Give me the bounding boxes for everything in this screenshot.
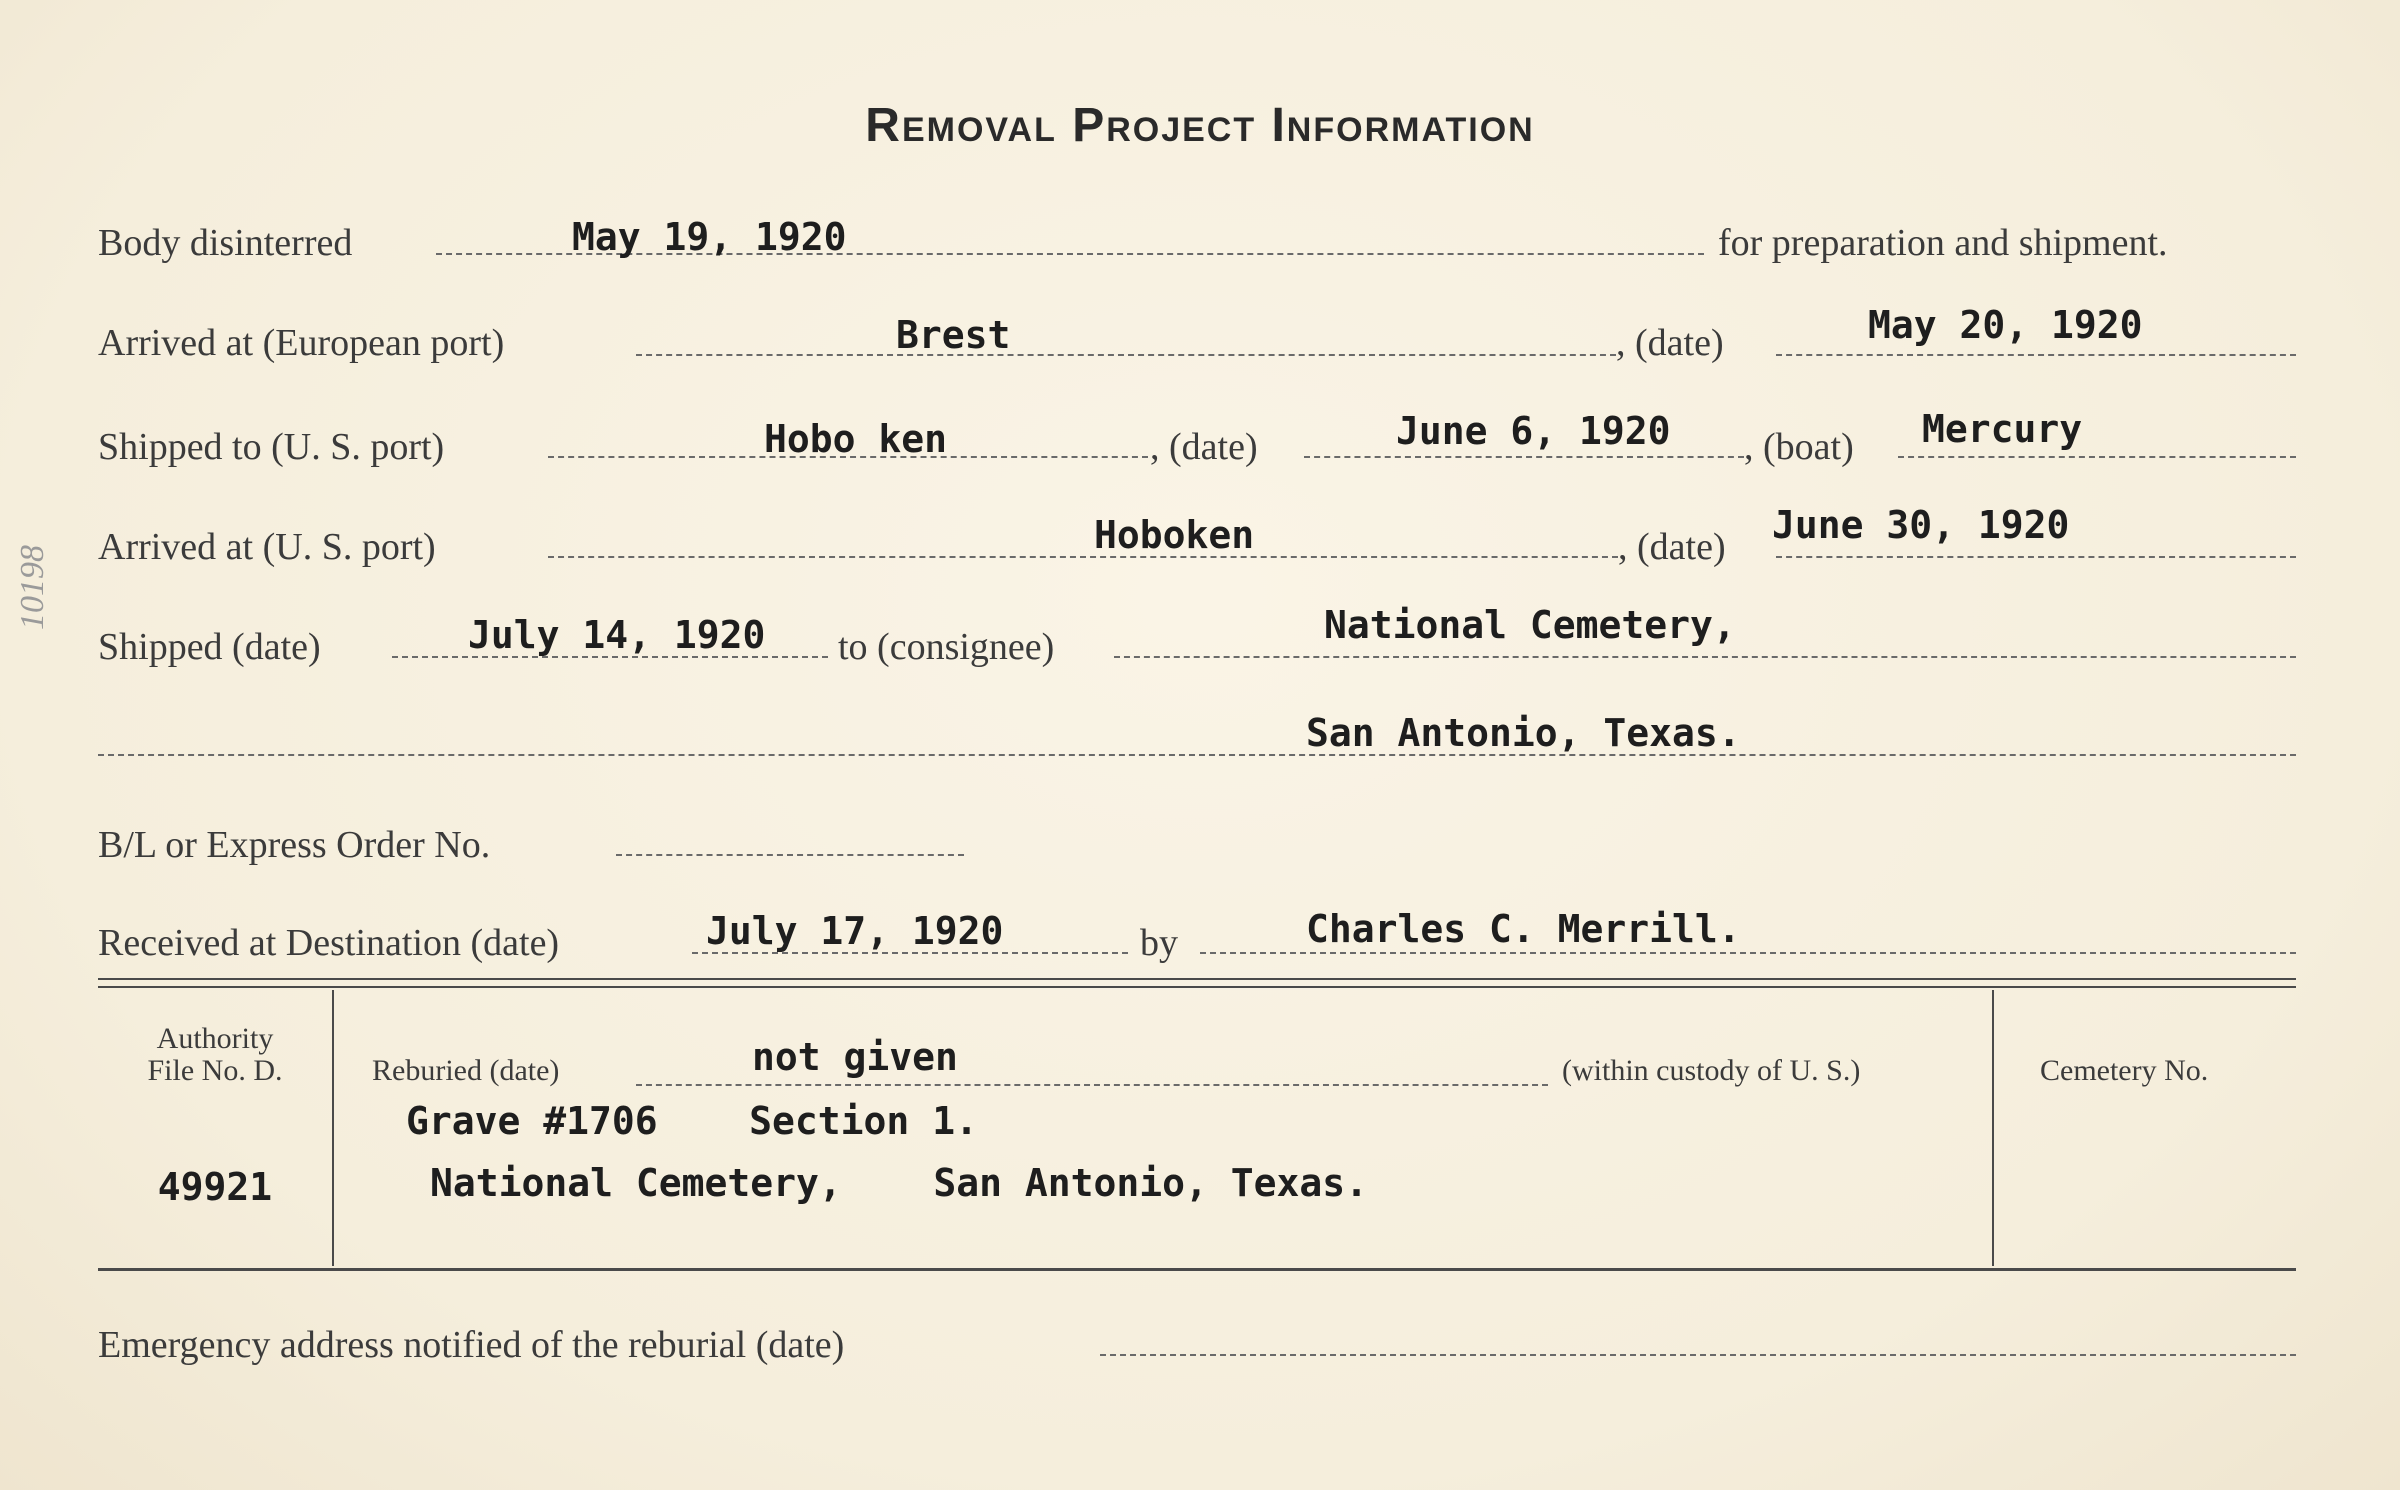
reburied-value: not given	[752, 1035, 958, 1079]
arrived-euro-date-line	[1776, 354, 2296, 356]
shipped-us-port: Hobo ken	[764, 417, 948, 461]
received-date: July 17, 1920	[706, 909, 1004, 953]
consignee-label: to (consignee)	[838, 626, 1055, 668]
arrived-us-line	[548, 556, 1618, 558]
cemetery-no-label: Cemetery No.	[2040, 1054, 2209, 1087]
custody-label: (within custody of U. S.)	[1562, 1054, 1861, 1087]
arrived-us-port: Hoboken	[1094, 513, 1255, 557]
arrived-euro-date-label: , (date)	[1616, 322, 1724, 364]
disinterred-suffix: for preparation and shipment.	[1718, 222, 2168, 264]
grave-line: Grave #1706 Section 1.	[406, 1099, 978, 1143]
box-divider-left	[332, 990, 334, 1266]
shipped-us-label: Shipped to (U. S. port)	[98, 426, 445, 468]
emergency-label: Emergency address notified of the reburial (date)	[98, 1324, 845, 1366]
margin-stamp: 10198	[14, 545, 51, 630]
consignee-value: National Cemetery,	[1324, 603, 1736, 647]
card-title: Removal Project Information	[865, 99, 1535, 152]
arrived-us-date: June 30, 1920	[1772, 503, 2070, 547]
arrived-euro-label: Arrived at (European port)	[98, 322, 505, 364]
reburied-line	[636, 1084, 1548, 1086]
consignee-line	[1114, 656, 2296, 658]
shipped-us-boat-label: , (boat)	[1744, 426, 1854, 468]
arrived-euro-date: May 20, 1920	[1868, 303, 2143, 347]
received-label: Received at Destination (date)	[98, 922, 560, 964]
received-by: Charles C. Merrill.	[1306, 907, 1741, 951]
disinterred-value: May 19, 1920	[572, 215, 847, 259]
shipped-date-value: July 14, 1920	[468, 613, 766, 657]
arrived-us-label: Arrived at (U. S. port)	[98, 526, 436, 568]
shipped-us-boat-line	[1898, 456, 2296, 458]
arrived-us-date-label: , (date)	[1618, 526, 1726, 568]
received-by-line	[1200, 952, 2296, 954]
bl-label: B/L or Express Order No.	[98, 824, 491, 866]
disinterred-label: Body disinterred	[98, 222, 353, 264]
shipped-date-label: Shipped (date)	[98, 626, 321, 668]
bl-line	[616, 854, 964, 856]
authority-file-no: 49921	[157, 1165, 273, 1209]
authority-label-2: File No. D.	[147, 1054, 283, 1087]
box-divider-right	[1992, 990, 1994, 1266]
box-bottom-rule	[98, 1268, 2296, 1271]
shipped-us-boat: Mercury	[1922, 407, 2083, 451]
consignee-value-2: San Antonio, Texas.	[1306, 711, 1741, 755]
arrived-us-date-line	[1776, 556, 2296, 558]
shipped-us-date-line	[1304, 456, 1744, 458]
box-top-rule	[98, 978, 2296, 980]
authority-label-1: Authority	[156, 1022, 274, 1055]
arrived-euro-port: Brest	[896, 313, 1011, 357]
arrived-euro-line	[636, 354, 1616, 356]
shipped-us-date-label: , (date)	[1150, 426, 1258, 468]
box-top-rule-2	[98, 986, 2296, 988]
consignee-line-2	[98, 754, 2296, 756]
shipped-us-date: June 6, 1920	[1396, 409, 1671, 453]
reburied-label: Reburied (date)	[372, 1054, 560, 1087]
received-by-label: by	[1140, 922, 1178, 964]
emergency-line	[1100, 1354, 2296, 1356]
cemetery-line: National Cemetery, San Antonio, Texas.	[430, 1161, 1368, 1205]
